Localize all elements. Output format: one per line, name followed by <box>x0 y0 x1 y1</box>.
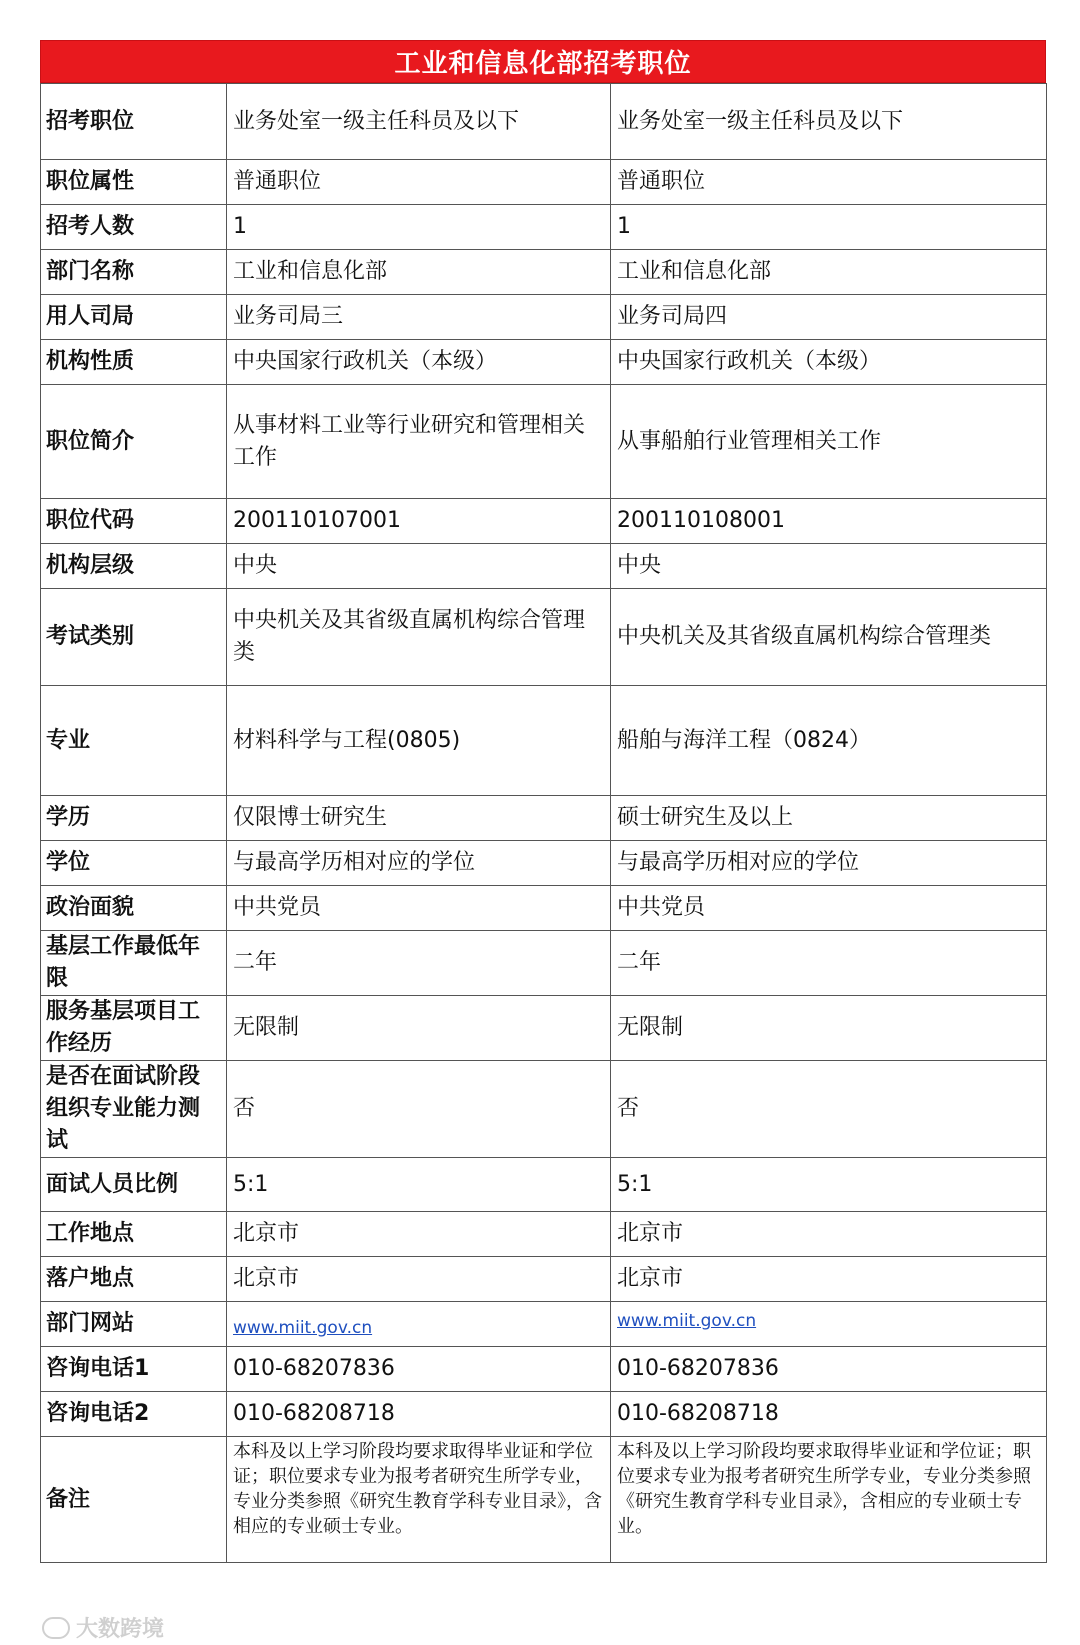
table-row <box>41 841 1047 886</box>
cell-col-a: 仅限博士研究生 <box>227 796 611 841</box>
table-row <box>41 84 1047 160</box>
cell-col-a: 否 <box>227 1061 611 1158</box>
table-row <box>41 931 1047 996</box>
watermark-logo-icon <box>42 1617 70 1639</box>
row-label: 部门名称 <box>41 250 227 295</box>
cell-col-a: 200110107001 <box>227 499 611 544</box>
table-row <box>41 796 1047 841</box>
table-title: 工业和信息化部招考职位 <box>40 40 1046 83</box>
table-row <box>41 544 1047 589</box>
row-label: 服务基层项目工作经历 <box>41 996 227 1061</box>
cell-col-b: 北京市 <box>611 1257 1047 1302</box>
row-label: 政治面貌 <box>41 886 227 931</box>
cell-col-b: 中央 <box>611 544 1047 589</box>
cell-col-a: 无限制 <box>227 996 611 1061</box>
cell-col-b: 1 <box>611 205 1047 250</box>
table-row <box>41 886 1047 931</box>
table-row <box>41 499 1047 544</box>
website-cell-b <box>611 1302 1047 1347</box>
cell-col-a: 工业和信息化部 <box>227 250 611 295</box>
row-label: 职位属性 <box>41 160 227 205</box>
cell-col-b: 北京市 <box>611 1212 1047 1257</box>
cell-col-b: 200110108001 <box>611 499 1047 544</box>
cell-col-a: 北京市 <box>227 1212 611 1257</box>
cell-col-a: 本科及以上学习阶段均要求取得毕业证和学位证；职位要求专业为报考者研究生所学专业，专业分类参照《研究生教育学科专业目录》，含相应的专业硕士专业。 <box>227 1437 611 1563</box>
row-label: 咨询电话2 <box>41 1392 227 1437</box>
cell-col-a: 普通职位 <box>227 160 611 205</box>
cell-col-b: 本科及以上学习阶段均要求取得毕业证和学位证；职位要求专业为报考者研究生所学专业，专业分类参照《研究生教育学科专业目录》，含相应的专业硕士专业。 <box>611 1437 1047 1563</box>
table-row <box>41 1392 1047 1437</box>
table-row <box>41 1061 1047 1158</box>
cell-col-b: 5:1 <box>611 1158 1047 1212</box>
table-row <box>41 1302 1047 1347</box>
cell-col-a: 中央国家行政机关（本级） <box>227 340 611 385</box>
watermark <box>42 1612 164 1643</box>
table-row <box>41 160 1047 205</box>
row-label: 职位代码 <box>41 499 227 544</box>
row-label: 基层工作最低年限 <box>41 931 227 996</box>
cell-col-a: 业务司局三 <box>227 295 611 340</box>
table-row <box>41 205 1047 250</box>
cell-col-b: 普通职位 <box>611 160 1047 205</box>
cell-col-b: 工业和信息化部 <box>611 250 1047 295</box>
row-label: 用人司局 <box>41 295 227 340</box>
row-label: 落户地点 <box>41 1257 227 1302</box>
website-link-b[interactable]: www.miit.gov.cn <box>617 1311 757 1331</box>
table-row <box>41 1257 1047 1302</box>
row-label: 学历 <box>41 796 227 841</box>
cell-col-b: 业务处室一级主任科员及以下 <box>611 84 1047 160</box>
row-label: 招考职位 <box>41 84 227 160</box>
cell-col-b: 与最高学历相对应的学位 <box>611 841 1047 886</box>
cell-col-a: 二年 <box>227 931 611 996</box>
cell-col-a: 北京市 <box>227 1257 611 1302</box>
row-label: 面试人员比例 <box>41 1158 227 1212</box>
row-label: 工作地点 <box>41 1212 227 1257</box>
row-label: 咨询电话1 <box>41 1347 227 1392</box>
job-table <box>40 83 1047 1563</box>
watermark-text: 大数跨境 <box>76 1617 165 1642</box>
cell-col-b: 010-68207836 <box>611 1347 1047 1392</box>
cell-col-b: 船舶与海洋工程（0824） <box>611 686 1047 796</box>
cell-col-a: 中央机关及其省级直属机构综合管理类 <box>227 589 611 686</box>
row-label: 招考人数 <box>41 205 227 250</box>
table-row <box>41 589 1047 686</box>
cell-col-a: 材料科学与工程(0805) <box>227 686 611 796</box>
table-row <box>41 295 1047 340</box>
cell-col-a: 5:1 <box>227 1158 611 1212</box>
cell-col-b: 无限制 <box>611 996 1047 1061</box>
table-row <box>41 1158 1047 1212</box>
table-row <box>41 340 1047 385</box>
cell-col-b: 010-68208718 <box>611 1392 1047 1437</box>
cell-col-b: 二年 <box>611 931 1047 996</box>
cell-col-b: 业务司局四 <box>611 295 1047 340</box>
cell-col-a: 业务处室一级主任科员及以下 <box>227 84 611 160</box>
row-label: 备注 <box>41 1437 227 1563</box>
table-row <box>41 385 1047 499</box>
cell-col-b: 中共党员 <box>611 886 1047 931</box>
row-label: 部门网站 <box>41 1302 227 1347</box>
table-row <box>41 996 1047 1061</box>
row-label: 学位 <box>41 841 227 886</box>
table-row <box>41 1437 1047 1563</box>
row-label: 机构性质 <box>41 340 227 385</box>
cell-col-a: 与最高学历相对应的学位 <box>227 841 611 886</box>
cell-col-b: 硕士研究生及以上 <box>611 796 1047 841</box>
table-row <box>41 1212 1047 1257</box>
row-label: 专业 <box>41 686 227 796</box>
cell-col-b: 中央国家行政机关（本级） <box>611 340 1047 385</box>
cell-col-a: 从事材料工业等行业研究和管理相关工作 <box>227 385 611 499</box>
table-row <box>41 1347 1047 1392</box>
cell-col-a: 中共党员 <box>227 886 611 931</box>
cell-col-b: 从事船舶行业管理相关工作 <box>611 385 1047 499</box>
row-label: 是否在面试阶段组织专业能力测试 <box>41 1061 227 1158</box>
website-link-a[interactable]: www.miit.gov.cn <box>233 1318 373 1338</box>
cell-col-a: 1 <box>227 205 611 250</box>
table-row <box>41 250 1047 295</box>
cell-col-b: 否 <box>611 1061 1047 1158</box>
row-label: 职位简介 <box>41 385 227 499</box>
cell-col-a: 010-68208718 <box>227 1392 611 1437</box>
cell-col-a: 010-68207836 <box>227 1347 611 1392</box>
cell-col-a: 中央 <box>227 544 611 589</box>
table-row <box>41 686 1047 796</box>
row-label: 机构层级 <box>41 544 227 589</box>
website-cell-a <box>227 1302 611 1347</box>
row-label: 考试类别 <box>41 589 227 686</box>
cell-col-b: 中央机关及其省级直属机构综合管理类 <box>611 589 1047 686</box>
job-table-sheet <box>40 40 1046 1563</box>
